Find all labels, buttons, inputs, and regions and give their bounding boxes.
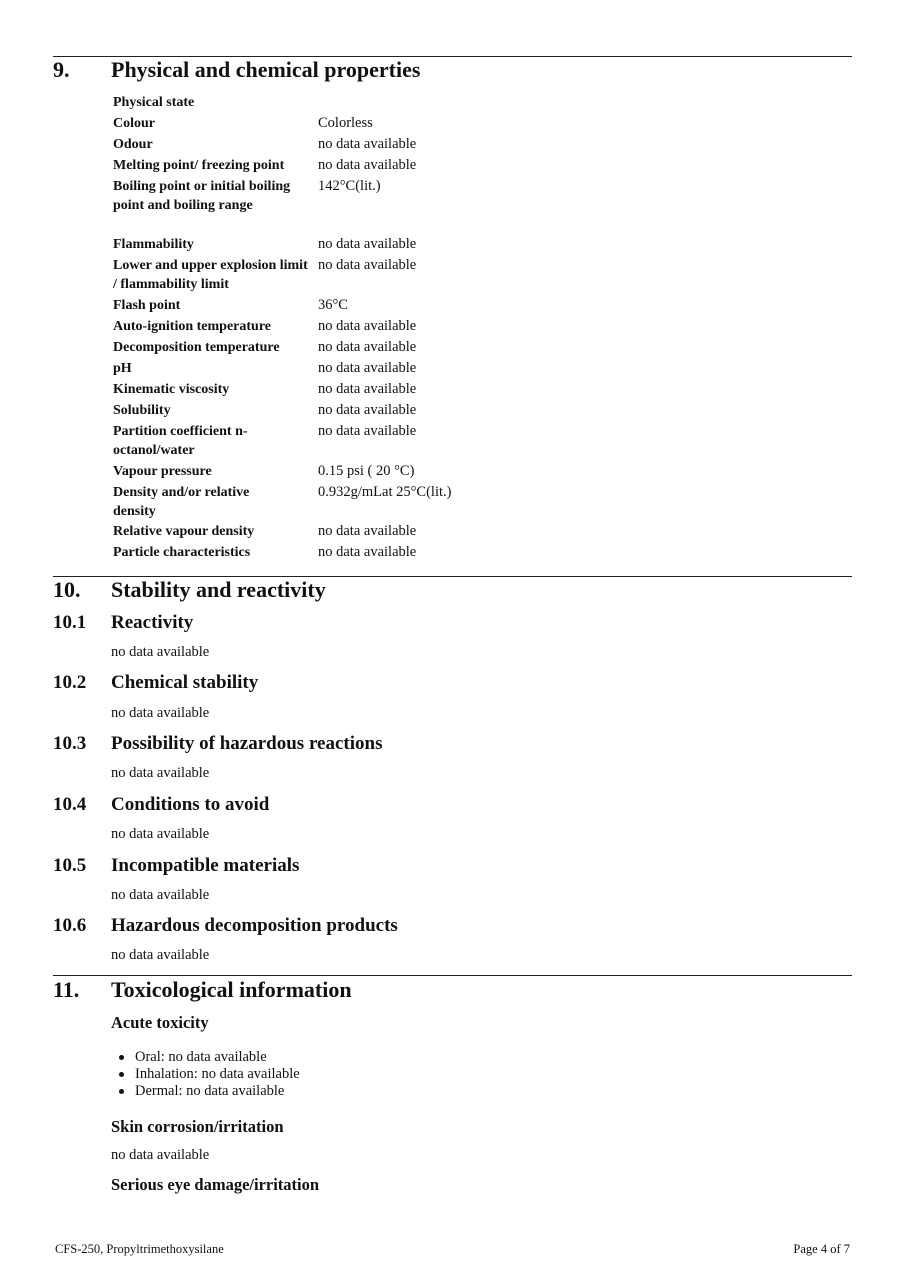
subsection-number: 10.5 (53, 855, 87, 876)
property-label: Relative vapour density (113, 524, 255, 539)
skin-corrosion-heading: Skin corrosion/irritation (111, 1117, 284, 1136)
subsection-number: 10.6 (53, 915, 87, 936)
property-value: no data available (318, 236, 417, 252)
eye-damage-heading: Serious eye damage/irritation (111, 1175, 320, 1194)
section-title: Stability and reactivity (111, 577, 326, 602)
property-label: Auto-ignition temperature (113, 319, 271, 334)
subsection-number: 10.2 (53, 672, 87, 693)
property-label: Density and/or relative density (113, 485, 250, 519)
property-value: 36°C (318, 297, 348, 313)
property-label: Partition coefficient n-octanol/water (113, 424, 248, 458)
subsection-text: no data available (111, 826, 210, 842)
section-number: 11. (53, 977, 80, 1002)
property-label: pH (113, 361, 132, 376)
property-label: Flash point (113, 298, 181, 313)
property-label: Boiling point or initial boiling point and boiling range (113, 179, 291, 213)
property-label: Odour (113, 137, 153, 152)
subsection-number: 10.3 (53, 733, 87, 754)
property-value: no data available (318, 360, 417, 376)
property-label: Melting point/ freezing point (113, 158, 285, 173)
property-value: no data available (318, 136, 417, 152)
property-value: no data available (318, 157, 417, 173)
bullet-icon (119, 1089, 124, 1094)
footer-page-number: Page 4 of 7 (793, 1242, 850, 1256)
list-item: Oral: no data available (117, 1049, 300, 1066)
acute-toxicity-list (117, 1049, 300, 1100)
section-number: 10. (53, 577, 81, 602)
property-value: no data available (318, 402, 417, 418)
section-title: Physical and chemical properties (111, 57, 421, 82)
property-label: Flammability (113, 237, 194, 252)
property-value: no data available (318, 318, 417, 334)
subsection-title: Incompatible materials (111, 855, 300, 876)
property-label: Vapour pressure (113, 464, 212, 479)
subsection-text: no data available (111, 705, 210, 721)
subsection-text: no data available (111, 644, 210, 660)
property-value: 0.15 psi ( 20 °C) (318, 463, 415, 479)
bullet-icon (119, 1072, 124, 1077)
subsection-title: Chemical stability (111, 672, 259, 693)
property-label: Physical state (113, 95, 195, 110)
subsection-text: no data available (111, 765, 210, 781)
subsection-number: 10.1 (53, 612, 87, 633)
property-value: no data available (318, 257, 417, 273)
footer-document-name: CFS-250, Propyltrimethoxysilane (55, 1242, 224, 1256)
list-item: Inhalation: no data available (117, 1066, 300, 1083)
section-number: 9. (53, 57, 70, 82)
property-label: Particle characteristics (113, 545, 251, 560)
subsection-text: no data available (111, 947, 210, 963)
skin-corrosion-text: no data available (111, 1147, 210, 1163)
property-value: no data available (318, 423, 417, 439)
subsection-title: Reactivity (111, 612, 194, 633)
subsection-title: Hazardous decomposition products (111, 915, 398, 936)
property-label: Solubility (113, 403, 171, 418)
section-divider (53, 975, 852, 976)
property-value: no data available (318, 381, 417, 397)
property-label: Decomposition temperature (113, 340, 280, 355)
property-value: Colorless (318, 115, 373, 131)
acute-toxicity-heading: Acute toxicity (111, 1013, 209, 1032)
subsection-text: no data available (111, 887, 210, 903)
property-value: no data available (318, 544, 417, 560)
property-value: no data available (318, 523, 417, 539)
bullet-icon (119, 1055, 124, 1060)
section-title: Toxicological information (111, 977, 352, 1002)
subsection-number: 10.4 (53, 794, 87, 815)
property-label: Kinematic viscosity (113, 382, 230, 397)
list-item: Dermal: no data available (117, 1083, 300, 1100)
subsection-title: Conditions to avoid (111, 794, 270, 815)
subsection-title: Possibility of hazardous reactions (111, 733, 383, 754)
property-value: 142°C(lit.) (318, 178, 381, 194)
property-label: Lower and upper explosion limit / flammability limit (113, 258, 308, 292)
property-value: 0.932g/mLat 25°C(lit.) (318, 484, 452, 500)
property-label: Colour (113, 116, 155, 131)
property-value: no data available (318, 339, 417, 355)
